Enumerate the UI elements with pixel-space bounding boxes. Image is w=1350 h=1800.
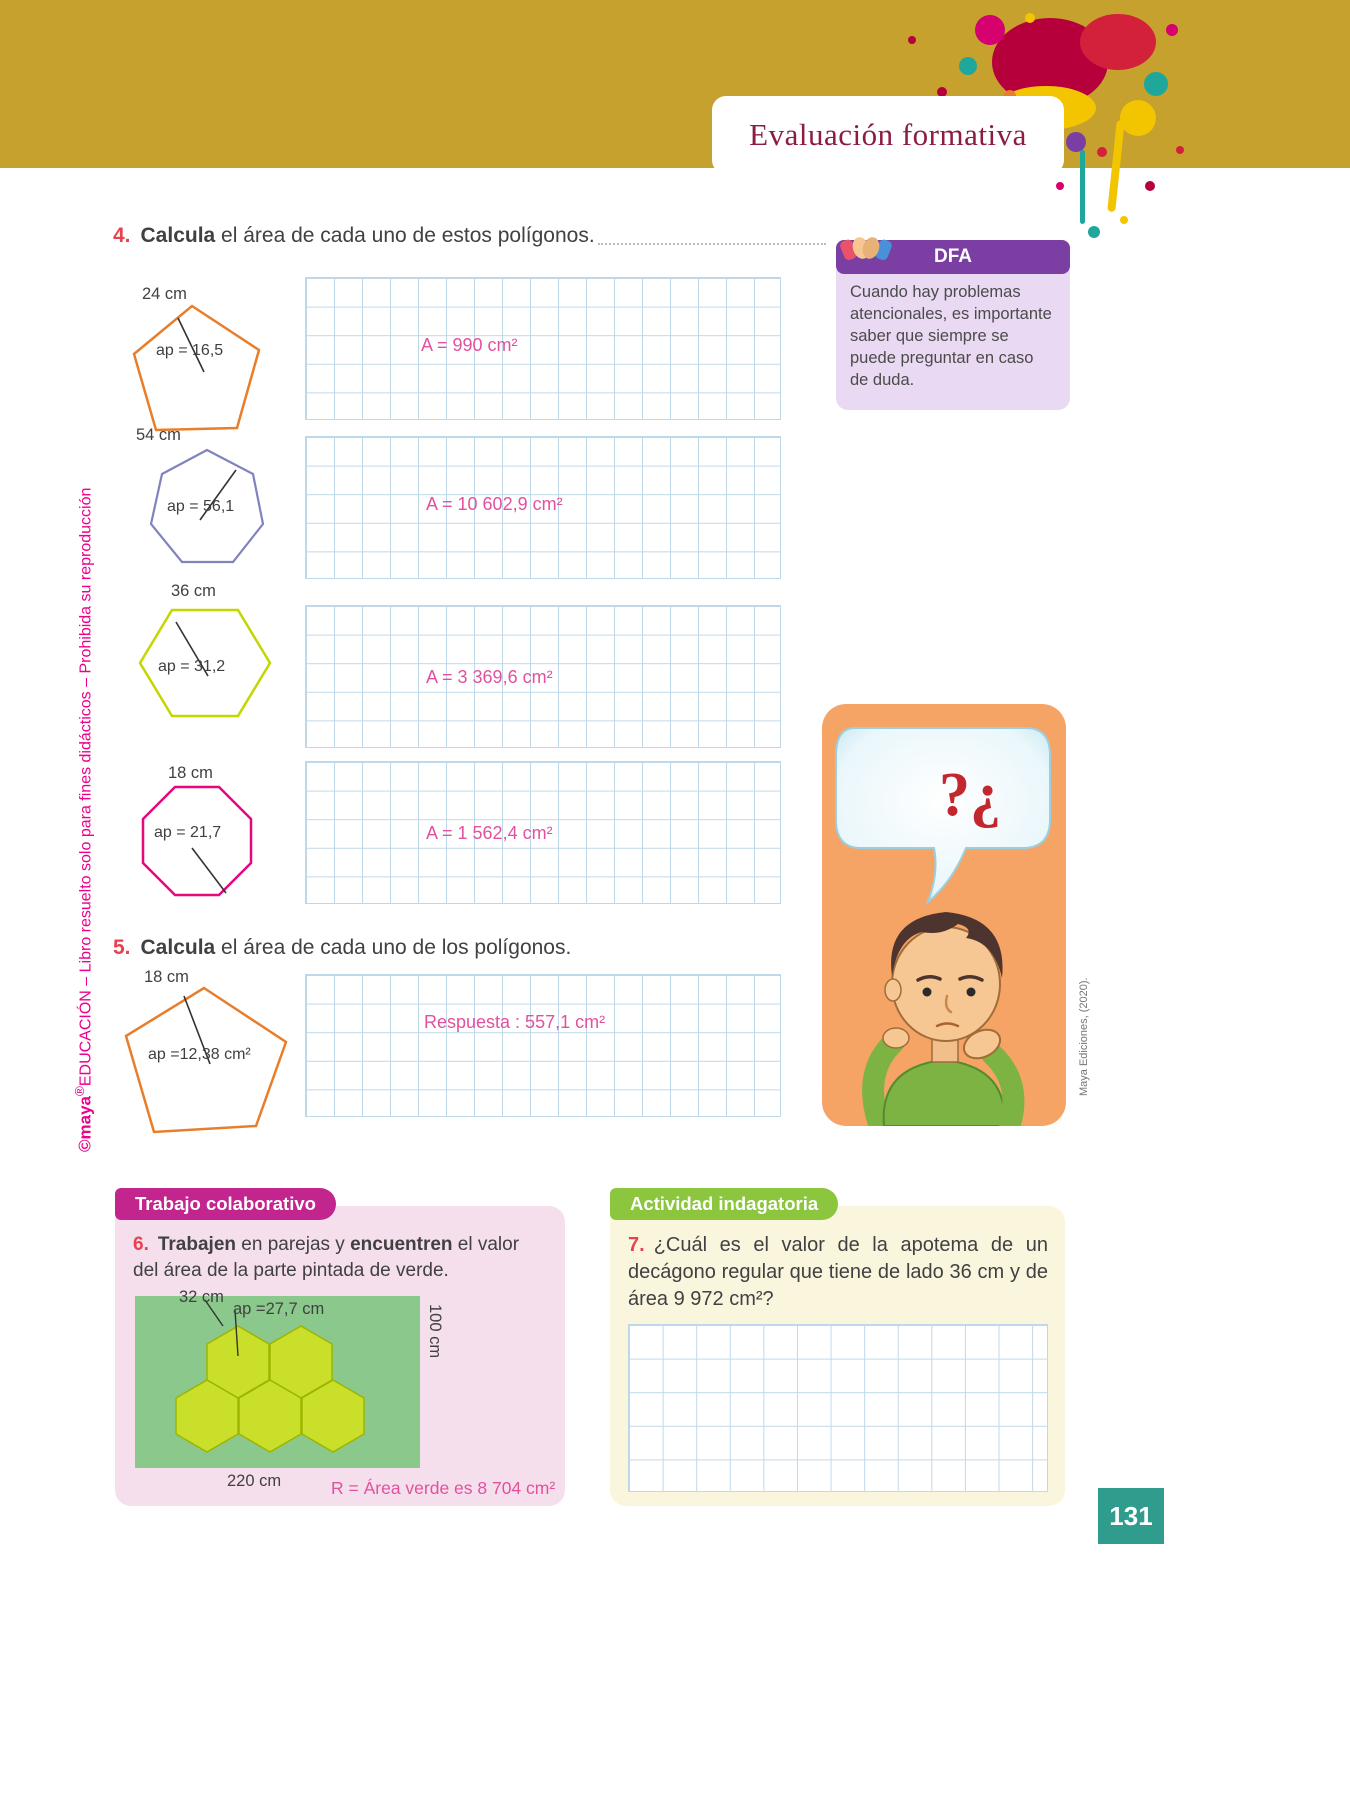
- copyright-vertical: [72, 488, 95, 1152]
- polygon-hexagon: [138, 598, 272, 728]
- exercise4-verb: Calcula: [140, 224, 216, 247]
- figure-apothem-label: ap =27,7 cm: [233, 1300, 325, 1318]
- green-hexagons-figure: [135, 1296, 420, 1468]
- polygon-octagon: [136, 780, 258, 902]
- side-length-label: 18 cm: [168, 764, 213, 782]
- thinking-boy: [834, 892, 1054, 1126]
- polygon-pentagon: [128, 298, 266, 436]
- dfa-header: [836, 240, 1070, 274]
- speech-bubble: [830, 720, 1058, 906]
- header-band: [0, 0, 1350, 168]
- exercise6-rest: el valor del área de la parte pintada de verde.: [133, 1234, 520, 1281]
- exercise6-mid: en parejas y: [236, 1234, 351, 1255]
- side-length-label: 18 cm: [144, 968, 189, 986]
- answer-grid-1: [305, 277, 781, 420]
- answer-grid-4: [305, 761, 781, 904]
- answer-grid-7: [628, 1324, 1048, 1492]
- side-length-label: 24 cm: [142, 285, 187, 303]
- figure-side-label: 32 cm: [179, 1288, 224, 1306]
- figure-width-label: 220 cm: [227, 1472, 282, 1490]
- exercise7-question: ¿Cuál es el valor de la apotema de un decágono regular que tiene de lado 36 cm y de área 9 972 cm²?: [628, 1234, 1048, 1310]
- exercise6-bold1: Trabajen: [157, 1234, 237, 1255]
- page-title-box: [712, 96, 1064, 174]
- exercise6-bold2: encuentren: [350, 1234, 453, 1255]
- side-length-label: 36 cm: [171, 582, 216, 600]
- apothem-label: ap = 31,2: [158, 658, 226, 675]
- page-title: Evaluación formativa: [749, 117, 1027, 152]
- apothem-label: ap =12,38 cm²: [148, 1046, 251, 1063]
- trabajo-colaborativo-header: Trabajo colaborativo: [115, 1188, 336, 1220]
- apothem-label: ap = 21,7: [154, 824, 222, 841]
- polygon-pentagon-large: [122, 982, 290, 1134]
- exercise6-number: 6.: [133, 1234, 149, 1255]
- dfa-label: DFA: [934, 246, 972, 267]
- copyright-brand: ©maya: [75, 1095, 95, 1152]
- dfa-text: Cuando hay problemas atencionales, es importante saber que siempre se puede preguntar en caso de duda.: [836, 270, 1070, 410]
- answer-text-1: A = 990 cm²: [421, 335, 518, 355]
- exercise4-text: el área de cada uno de estos polígonos.: [215, 224, 595, 247]
- copyright-text: EDUCACIÓN – Libro resuelto solo para fines didácticos – Prohibida su reproducción: [77, 487, 95, 1087]
- figure-height-label: 100 cm: [426, 1304, 444, 1359]
- exercise5-heading: [113, 936, 571, 960]
- thinking-illustration: [822, 704, 1066, 1126]
- exercise4-heading: [113, 224, 595, 248]
- credit-vertical: Maya Ediciones, (2020).: [1078, 977, 1090, 1096]
- exercise7-statement: [628, 1232, 1048, 1313]
- answer-grid-3: [305, 605, 781, 748]
- answer-text-3: A = 3 369,6 cm²: [426, 667, 553, 687]
- actividad-indagatoria-header: Actividad indagatoria: [610, 1188, 838, 1220]
- answer-grid-5: [305, 974, 781, 1117]
- answer-text-4: A = 1 562,4 cm²: [426, 823, 553, 843]
- exercise6-answer: R = Área verde es 8 704 cm²: [331, 1478, 556, 1498]
- dfa-box: [836, 240, 1070, 410]
- answer-grid-2: [305, 436, 781, 579]
- answer-text-5: Respuesta : 557,1 cm²: [424, 1012, 606, 1032]
- apothem-label: ap = 56,1: [167, 498, 235, 515]
- side-length-label: 54 cm: [136, 426, 181, 444]
- trabajo-colaborativo-panel: [115, 1206, 565, 1506]
- exercise5-text: el área de cada uno de los polígonos.: [215, 936, 572, 959]
- exercise5-verb: Calcula: [140, 936, 216, 959]
- exercise6-statement: [133, 1232, 547, 1283]
- apothem-label: ap = 16,5: [156, 342, 224, 359]
- exercise7-number: 7.: [628, 1234, 645, 1256]
- speech-bubble-text: ?¿: [939, 761, 1001, 829]
- page-number: 131: [1098, 1488, 1164, 1544]
- answer-text-2: A = 10 602,9 cm²: [426, 494, 563, 514]
- exercise5-number: 5.: [113, 936, 131, 959]
- pentagon-figure: [128, 298, 266, 436]
- registered-mark: ®: [72, 1086, 87, 1096]
- polygon-heptagon: [143, 440, 271, 568]
- dotted-divider: [598, 243, 826, 245]
- exercise4-number: 4.: [113, 224, 131, 247]
- hands-icon: [838, 228, 894, 276]
- actividad-indagatoria-panel: [610, 1206, 1065, 1506]
